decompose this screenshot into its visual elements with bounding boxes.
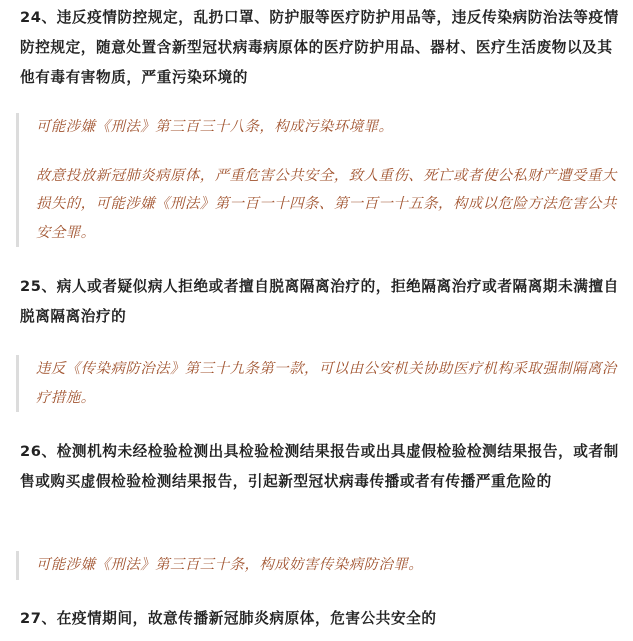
item-24-quote-2: 故意投放新冠肺炎病原体，严重危害公共安全，致人重伤、死亡或者使公私财产遭受重大损失的，可能涉嫌《刑法》第一百一十四条、第一百一十五条，构成以危险方法危害公共安全罪。 xyxy=(36,167,617,241)
item-26-heading: 26、检测机构未经检验检测出具检验检测结果报告或出具虚假检验检测结果报告，或者制售或购买虚假检验检测结果报告，引起新型冠状病毒传播或者有传播严重危险的 xyxy=(20,443,619,490)
item-25-quote-1: 违反《传染病防治法》第三十九条第一款，可以由公安机关协助医疗机构采取强制隔离治疗措施。 xyxy=(36,361,617,406)
item-25-quote-block xyxy=(16,355,620,412)
item-26-quote-block xyxy=(16,551,620,580)
item-27-heading: 27、在疫情期间，故意传播新冠肺炎病原体，危害公共安全的 xyxy=(20,610,437,627)
item-25-heading: 25、病人或者疑似病人拒绝或者擅自脱离隔离治疗的，拒绝隔离治疗或者隔离期未满擅自脱离隔离治疗的 xyxy=(20,278,619,325)
item-26-quote-1: 可能涉嫌《刑法》第三百三十条，构成妨害传染病防治罪。 xyxy=(36,557,424,573)
item-24-quote-1: 可能涉嫌《刑法》第三百三十八条，构成污染环境罪。 xyxy=(36,119,394,135)
item-24-heading: 24、违反疫情防控规定，乱扔口罩、防护服等医疗防护用品等，违反传染病防治法等疫情防控规定，随意处置含新型冠状病毒病原体的医疗防护用品、器材、医疗生活废物以及其他有毒有害物质，严重污染环境的 xyxy=(20,9,619,86)
item-24-quote-block xyxy=(16,113,620,247)
